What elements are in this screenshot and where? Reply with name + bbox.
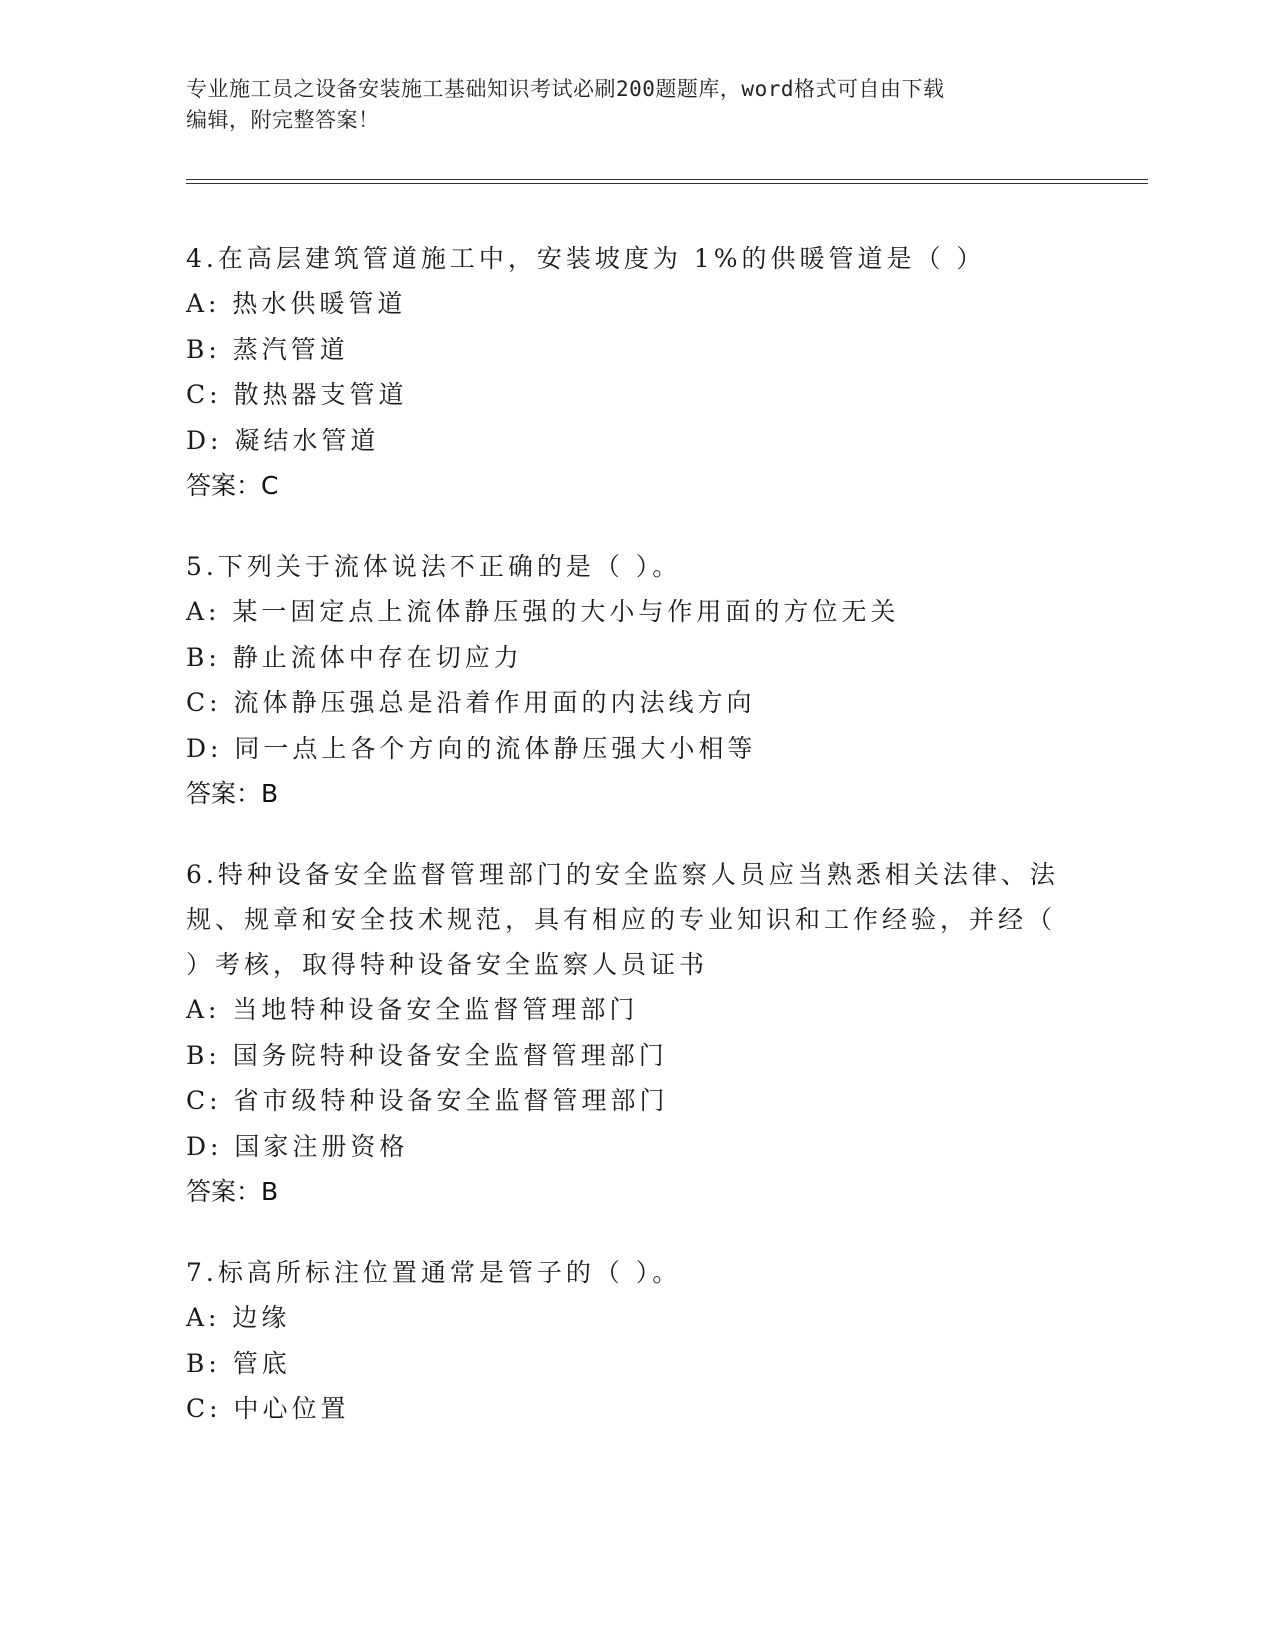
answer-label: 答案：B [186, 779, 279, 808]
option-c: C: 省市级特种设备安全监督管理部门 [186, 1086, 669, 1115]
question-stem: 5.下列关于流体说法不正确的是（ ）。 [186, 552, 682, 581]
question-7 [186, 1250, 1086, 1432]
option-a: A: 某一固定点上流体静压强的大小与作用面的方位无关 [186, 597, 900, 626]
header-divider-top [186, 179, 1148, 180]
question-4 [186, 236, 1086, 508]
question-stem: 7.标高所标注位置通常是管子的（ ）。 [186, 1258, 682, 1287]
option-b: B: 静止流体中存在切应力 [186, 642, 523, 672]
header-line: 编辑，附完整答案！ [186, 108, 380, 132]
option-a: A: 边缘 [186, 1303, 291, 1332]
option-b: B: 管底 [186, 1348, 291, 1378]
option-a: A: 当地特种设备安全监督管理部门 [186, 995, 639, 1024]
header-divider-bottom [186, 183, 1148, 184]
question-stem: 4.在高层建筑管道施工中，安装坡度为 1%的供暖管道是（ ） [186, 244, 986, 273]
option-b: B: 蒸汽管道 [186, 334, 349, 364]
document-header [186, 74, 1066, 136]
option-c: C: 散热器支管道 [186, 380, 408, 409]
header-line: 专业施工员之设备安装施工基础知识考试必刷200题题库，word格式可自由下载 [186, 77, 945, 101]
question-6 [186, 852, 1086, 1214]
question-5 [186, 544, 1086, 816]
option-b: B: 国务院特种设备安全监督管理部门 [186, 1040, 668, 1070]
question-list [186, 236, 1086, 1468]
option-d: D: 同一点上各个方向的流体静压强大小相等 [186, 733, 757, 763]
question-stem: 6.特种设备安全监督管理部门的安全监察人员应当熟悉相关法律、法 [186, 860, 1059, 889]
option-c: C: 流体静压强总是沿着作用面的内法线方向 [186, 688, 756, 717]
answer-label: 答案：C [186, 471, 279, 500]
option-a: A: 热水供暖管道 [186, 289, 407, 318]
option-d: D: 凝结水管道 [186, 425, 380, 455]
option-d: D: 国家注册资格 [186, 1131, 409, 1161]
question-stem: ）考核，取得特种设备安全监察人员证书 [186, 950, 709, 979]
answer-label: 答案：B [186, 1177, 279, 1206]
question-stem: 规、规章和安全技术规范，具有相应的专业知识和工作经验，并经（ [186, 905, 1057, 934]
option-c: C: 中心位置 [186, 1394, 350, 1423]
